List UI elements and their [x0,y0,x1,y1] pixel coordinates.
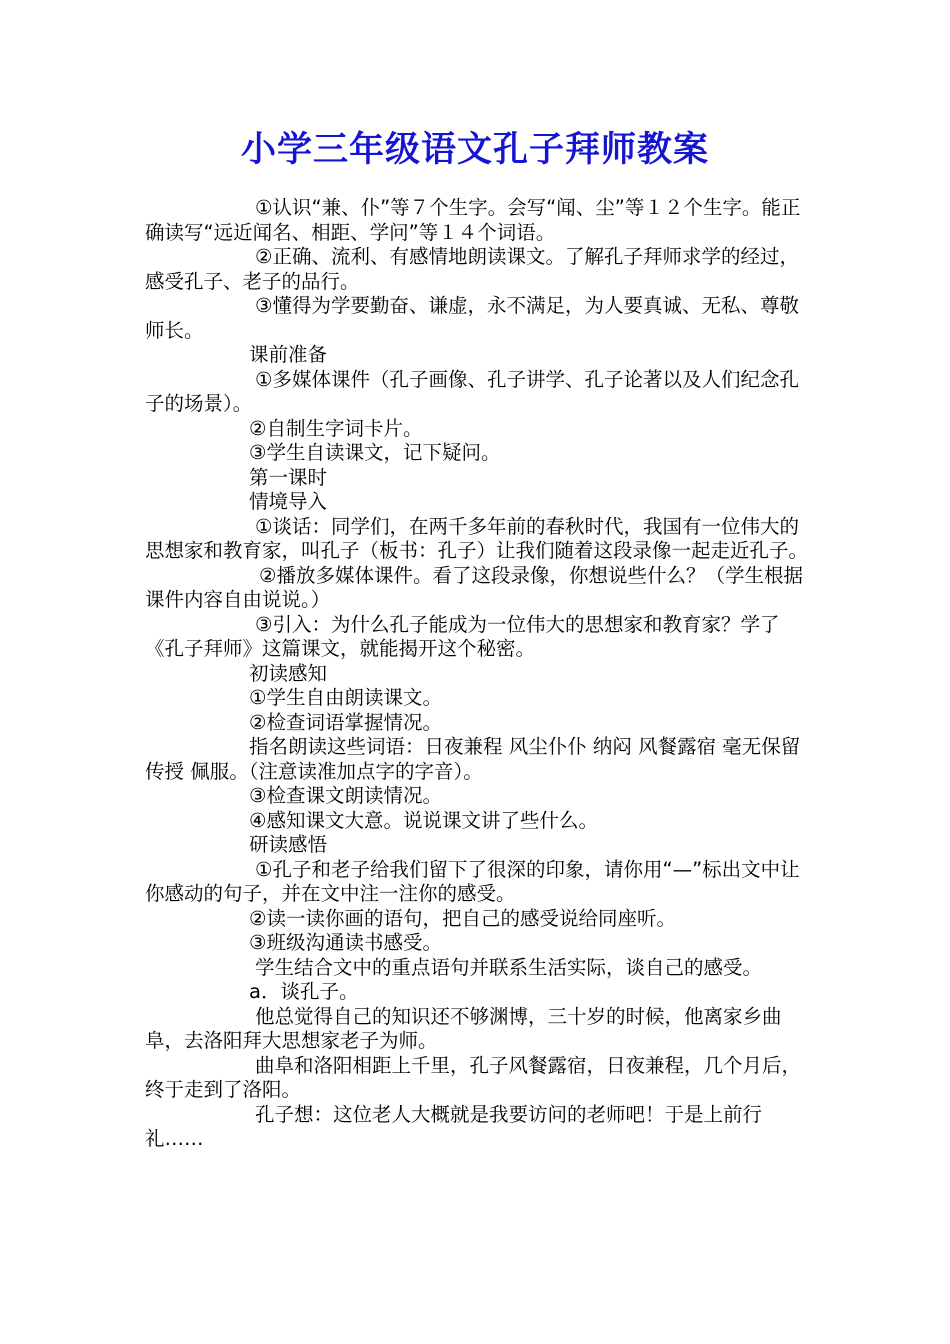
paragraph: ③引入：为什么孔子能成为一位伟大的思想家和教育家？学了《孔子拜师》这篇课文，就能揭开这个秘密。 [145,612,780,660]
paragraph: ②读一读你画的语句，把自己的感受说给同座听。 [249,906,676,930]
document-title: 小学三年级语文孔子拜师教案 [240,130,709,170]
paragraph: 学生结合文中的重点语句并联系生活实际，谈自己的感受。 [255,955,763,979]
paragraph: 曲阜和洛阳相距上千里，孔子风餐露宿，日夜兼程，几个月后，终于走到了洛阳。 [145,1053,802,1101]
paragraph: 孔子想：这位老人大概就是我要访问的老师吧！于是上前行礼…… [145,1102,763,1150]
paragraph: ①谈话：同学们，在两千多年前的春秋时代，我国有一位伟大的思想家和教育家，叫孔子（板书：孔子）让我们随着这段录像一起走近孔子。 [145,514,809,562]
paragraph: 他总觉得自己的知识还不够渊博，三十岁的时候，他离家乡曲阜，去洛阳拜大思想家老子为师。 [145,1004,782,1052]
paragraph: ③学生自读课文，记下疑问。 [249,441,501,464]
paragraph: ②正确、流利、有感情地朗读课文。了解孔子拜师求学的经过，感受孔子、老子的品行。 [145,245,799,293]
paragraph: ①认识“兼、仆”等７个生字。会写“闻、尘”等１２个生字。能正确读写“远近闻名、相距、学问”等１４个词语。 [145,196,801,244]
paragraph: ①多媒体课件（孔子画像、孔子讲学、孔子论著以及人们纪念孔子的场景）。 [145,367,799,415]
section-heading: 第一课时 [249,465,328,489]
section-heading: 研读感悟 [249,833,328,856]
section-heading: 课前准备 [249,343,328,366]
paragraph: ②自制生字词卡片。 [249,416,423,440]
paragraph: ④感知课文大意。说说课文讲了些什么。 [249,808,598,832]
paragraph: ①学生自由朗读课文。 [249,686,442,709]
paragraph: ①孔子和老子给我们留下了很深的印象，请你用“—”标出文中让你感动的句子，并在文中注一注你的感受。 [145,857,800,905]
paragraph: ③班级沟通读书感受。 [249,931,442,954]
paragraph: ②检查词语掌握情况。 [249,710,442,734]
document-body [145,196,810,1152]
section-heading: 初读感知 [249,661,328,685]
paragraph: a．谈孔子。 [249,980,359,1003]
paragraph: ②播放多媒体课件。看了这段录像，你想说些什么？（学生根据课件内容自由说说。） [145,563,803,611]
paragraph: ③检查课文朗读情况。 [249,784,442,807]
paragraph: ③懂得为学要勤奋、谦虚，永不满足，为人要真诚、无私、尊敬师长。 [145,294,799,342]
section-heading: 情境导入 [249,490,328,513]
paragraph: 指名朗读这些词语：日夜兼程 风尘仆仆 纳闷 风餐露宿 毫无保留 传授 佩服。（注意读准加点字的字音）。 [145,735,801,783]
